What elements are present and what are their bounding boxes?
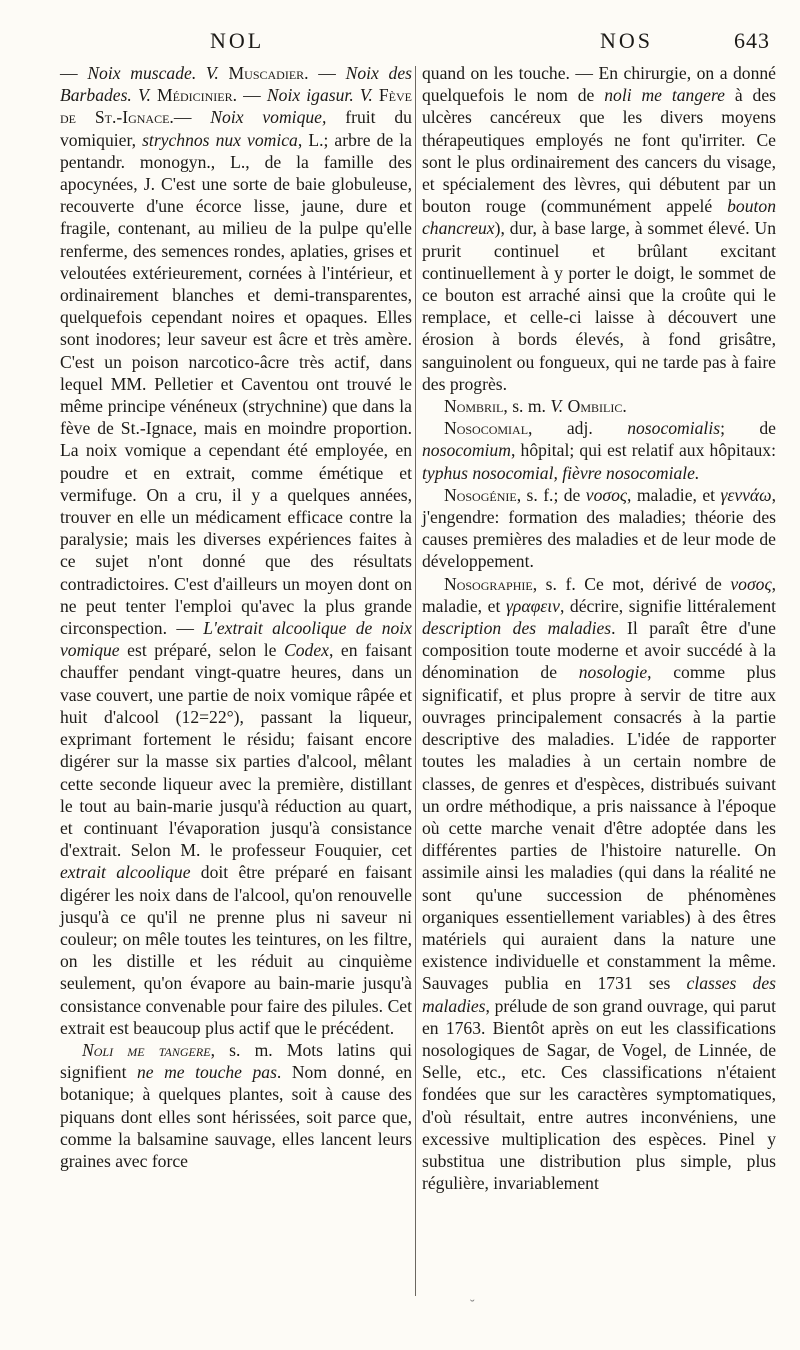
entry-nosogenie [422, 484, 776, 573]
term: V. [550, 396, 564, 417]
text: , décrire, signifie littéralement [559, 595, 776, 616]
text: . Nom donné, en botanique; à quelques plantes, soit à cause des piquans dont elles sont hérissées, soit parce que, comme la balsamine sauvage, elles lancent leurs graines avec force [60, 1062, 412, 1171]
term: Noix vomique, [210, 107, 327, 128]
term: L'extrait alcoolique de noix vomique [60, 618, 412, 661]
headword: Nombril [444, 396, 504, 417]
header-right-word: NOS [600, 28, 654, 53]
term: extrait alcoolique [60, 862, 191, 883]
entry-continuation [422, 62, 776, 395]
text: doit être préparé en faisant digérer les noix dans de l'alcool, qu'on renouvelle jusqu'à ce qu'il ne prenne plus ni saveur ni couleur; on mêle toutes les teintures, on les filtre, on les distille et les réduit au cinquième seulement, qu'on évapore au bain-marie jusqu'à consistance convenable pour faire des pilules. Cet extrait est beaucoup plus actif que le précédent. [60, 862, 412, 1038]
running-header [60, 28, 770, 58]
headword: Nosogénie [444, 484, 517, 505]
headword: Noli me tangere [82, 1039, 211, 1060]
text: . Il paraît être d'une composition toute moderne et avoir succédé à la dénomination de [422, 618, 776, 683]
page-number: 643 [734, 28, 770, 53]
text: , s. f.; de [516, 484, 586, 505]
greek-word: νοσος [585, 484, 627, 505]
entry-noli-me-tangere [60, 1039, 412, 1172]
text: , adj. [528, 418, 628, 439]
greek-word: γραφειν [505, 595, 560, 616]
text: ), dur, à base large, à sommet élevé. Un prurit continuel et brûlant excitant continuellement à y porter le doigt, le sommet de ce bouton est arraché ainsi que la croûte qui le remplace, et celle-ci laisse à découvert une érosion à bords élevés, à fond grisâtre, sanguinolent ou fongueux, qui ne tarde pas à faire des progrès. [422, 218, 776, 394]
cross-ref: Fève de St.-Ignace.— [60, 85, 412, 128]
text: , j'engendre: formation des maladies; théorie des causes premières des maladies et de leur mode de développement. [422, 484, 776, 572]
term: typhus nosocomial, fièvre nosocomiale. [422, 462, 700, 483]
text: , comme plus significatif, et plus propre à servir de titre aux ouvrages principalement consacrés à la partie descriptive des maladies. L'idée de rapporter toutes les maladies à un certain nombre de classes, de genres et d'espèces, distribués suivant un ordre méthodique, a pris naissance à l'époque où cette marche venait d'être adoptée dans les différentes parties de l'histoire naturelle. On assimile ainsi les maladies (qui dans la réalité ne sont qu'une succession de phénomènes organiques essentiellement variables) à des êtres matériels qui auraient dans la nature une existence individuelle et constamment la même. Sauvages publia en 1731 ses [422, 662, 777, 994]
column-divider [415, 66, 416, 1296]
term: nosologie [578, 662, 648, 683]
text: , s. f. Ce mot, dérivé de [532, 573, 731, 594]
term: Noix muscade. V. [87, 63, 219, 83]
text: , s. m. [503, 396, 551, 417]
term: classes des maladies [422, 973, 776, 1016]
term: Noix igasur. V. [266, 85, 373, 106]
latin-name: strychnos nux vomica [142, 129, 298, 150]
entry-nosocomial [422, 417, 776, 484]
text: quand on les touche. — En chirurgie, on a donné quelquefois le nom de [422, 63, 776, 106]
cross-ref: Médicinier. — [150, 85, 267, 106]
headword: Nosocomial [444, 418, 529, 439]
greek-word: νοσος [730, 573, 772, 594]
entry-noix [60, 62, 412, 1039]
cross-ref: Ombilic. [563, 396, 627, 417]
page-smudge-mark: ˘ [470, 1298, 475, 1313]
term: description des maladies [422, 618, 612, 639]
term: Codex [284, 640, 329, 661]
text: — [60, 63, 88, 83]
entry-nombril [422, 395, 776, 417]
text: , L.; arbre de la pentandr. monogyn., L., de la famille des apocynées, J. C'est une sorte de baie globuleuse, recouverte d'une écorce lisse, jaune, dure et fragile, contenant, au milieu de la pulpe qu'elle renferme, des semences rondes, aplaties, grises et veloutées extérieurement, cornées à l'intérieur, et ordinairement blanches et demi-transparentes, quelquefois cependant noires et opaques. Elles sont inodores; leur saveur est âcre et très amère. C'est un poison narcotico-âcre très actif, dans lequel MM. Pelletier et Caventou ont trouvé le même principe vénéneux (strychnine) que dans la fève de St.-Ignace, mais en moindre proportion. La noix vomique a cependant été employée, en poudre et en extrait, comme émétique et vermifuge. On a cru, il y a quelques années, trouver en elle un médicament efficace contre la paralysie; mais les diverses expériences faites à ce sujet n'ont donné que des résultats contradictoires. C'est d'ailleurs un moyen dont on ne peut tenter l'emploi qu'avec la plus grande circonspection. — [60, 129, 412, 639]
headword: Nosographie [444, 573, 533, 594]
text: , prélude de son grand ouvrage, qui parut en 1763. Bientôt après on eut les classifications nosologiques de Sagar, de Vogel, de Linnée, de Selle, etc., etc. Ces classifications n'étaient fondées que sur les caractères symptomatiques, d'où résultait, entre autres inconvéniens, une excessive multiplication des espèces. Pinel y substitua une distribution plus simple, plus régulière, invariablement [422, 995, 776, 1194]
text: est préparé, selon le [119, 640, 284, 661]
greek-word: γεννάω [720, 484, 772, 505]
text: , maladie, et [627, 484, 721, 505]
term: Noix des Barbades. V. [60, 63, 412, 106]
text: , maladie, et [422, 573, 776, 616]
cross-ref: Muscadier. — [218, 63, 346, 83]
entry-nosographie [422, 573, 776, 1195]
term: ne me touche pas [136, 1062, 277, 1083]
latin-name: nosocomialis [627, 418, 721, 439]
left-column [60, 62, 412, 1172]
term: noli me tangere [604, 85, 725, 106]
text: à des ulcères cancéreux que les divers moyens thérapeutiques employés ne font qu'irriter. Ce sont le plus ordinairement des cancers du visage, et spécialement des lèvres, qui débutent par un bouton rouge (communément appelé [422, 85, 776, 217]
latin-name: nosocomium [422, 440, 511, 461]
text: fruit du vomiquier, [60, 107, 412, 150]
text: , hôpital; qui est relatif aux hôpitaux: [510, 440, 776, 461]
text: , s. m. Mots latins qui signifient [60, 1039, 413, 1083]
header-left-word: NOL [210, 28, 265, 53]
right-column [422, 62, 776, 1194]
term: bouton chancreux [422, 196, 776, 239]
text: ; de [720, 418, 776, 439]
text: , en faisant chauffer pendant vingt-quatre heures, dans un vase couvert, une partie de noix vomique râpée et huit d'alcool (12=22°), passant la liqueur, exprimant fortement le résidu; faisant encore digérer sur la masse six parties d'alcool, mêlant cette seconde liqueur avec la première, distillant le tout au bain-marie jusqu'à réduction au quart, et continuant l'évaporation jusqu'à consistance d'extrait. Selon M. le professeur Fouquier, cet [60, 640, 412, 861]
